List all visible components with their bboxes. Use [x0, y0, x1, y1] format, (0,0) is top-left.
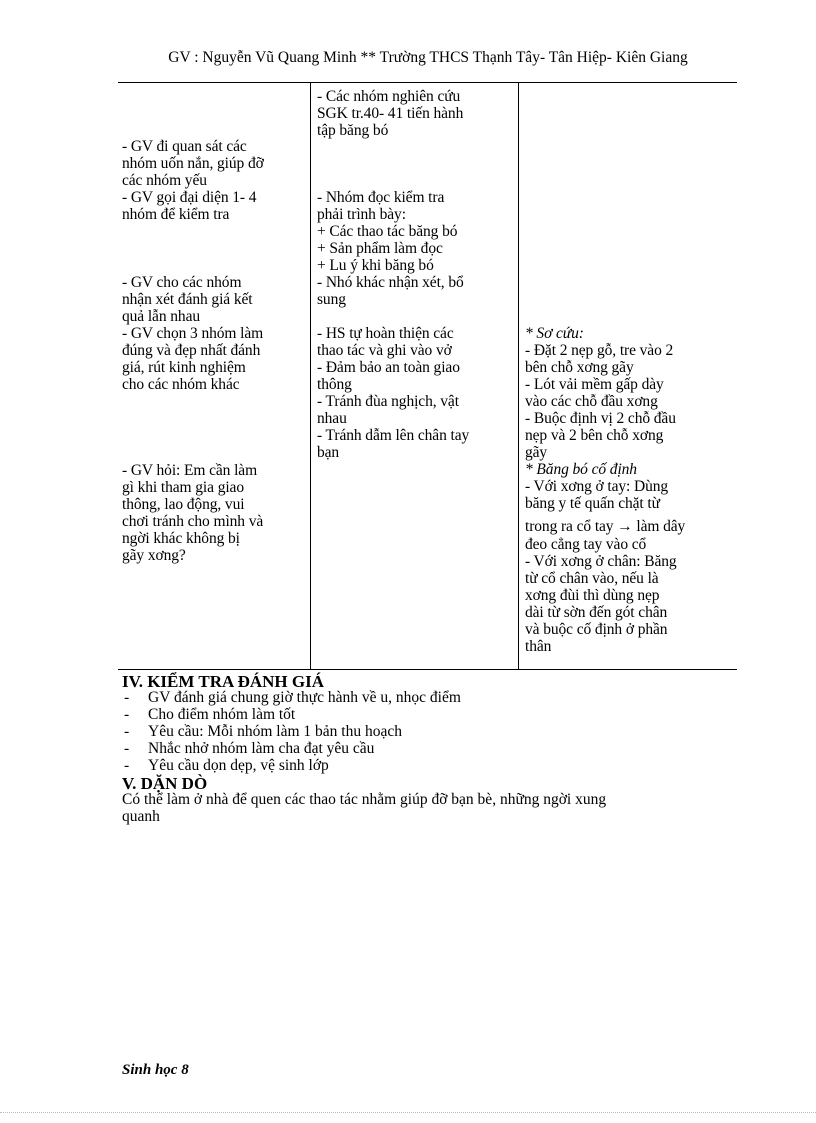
col2-line: + Các thao tác băng bó: [317, 223, 458, 240]
col2-line: sung: [317, 291, 346, 308]
col3-line: bên chỗ xơng gãy: [525, 359, 634, 376]
col2-line: phải trình bày:: [317, 206, 406, 223]
section-5-text: Có thể làm ở nhà để quen các thao tác nhằm giúp đỡ bạn bè, những ngời xung: [122, 791, 607, 808]
col2-line: - Đảm bảo an toàn giao: [317, 359, 460, 376]
col3-line: - Đặt 2 nẹp gỗ, tre vào 2: [525, 342, 674, 359]
section-4-item: Yêu cầu dọn dẹp, vệ sinh lớp: [148, 757, 329, 774]
page-bottom-border: [0, 1112, 816, 1113]
col1-line: - GV cho các nhóm: [122, 274, 242, 291]
col1-line: - GV hỏi: Em cần làm: [122, 462, 258, 479]
col2-line: thao tác và ghi vào vở: [317, 342, 452, 359]
col3-line: băng y tế quấn chặt từ: [525, 495, 660, 512]
col3-line: thân: [525, 638, 552, 655]
col2-line: - Nhóm đọc kiểm tra: [317, 189, 445, 206]
col3-line: - Lót vải mềm gấp dày: [525, 376, 664, 393]
col2-line: tập băng bó: [317, 122, 389, 139]
col2-line: thông: [317, 376, 352, 393]
col3-line: dài từ sờn đến gót chân: [525, 604, 668, 621]
col1-line: cho các nhóm khác: [122, 376, 240, 393]
col1-line: quả lẫn nhau: [122, 308, 200, 325]
section-5-text: quanh: [122, 808, 160, 825]
col3-line: - Với xơng ở chân: Băng: [525, 553, 677, 570]
col2-line: - Tránh đùa nghịch, vật: [317, 393, 459, 410]
section-4-title: IV. KIỂM TRA ĐÁNH GIÁ: [122, 672, 324, 691]
col3-line: gãy: [525, 444, 548, 461]
section-5-title: V. DẶN DÒ: [122, 774, 208, 793]
col1-line: - GV gọi đại diện 1- 4: [122, 189, 257, 206]
table-column-divider-2: [518, 83, 519, 670]
section-4-item: Yêu cầu: Mỗi nhóm làm 1 bản thu hoạch: [148, 723, 402, 740]
col3-heading: * Băng bó cố định: [525, 461, 637, 478]
col1-line: nhóm uốn nắn, giúp đỡ: [122, 155, 264, 172]
col1-line: - GV đi quan sát các: [122, 138, 247, 155]
col2-line: + Sản phẩm làm đọc: [317, 240, 443, 257]
col1-line: chơi tránh cho mình và: [122, 513, 264, 530]
col3-line: từ cổ chân vào, nếu là: [525, 570, 659, 587]
bullet-mark: -: [124, 740, 130, 757]
col3-line: - Với xơng ở tay: Dùng: [525, 478, 669, 495]
col2-line: SGK tr.40- 41 tiến hành: [317, 105, 464, 122]
section-4-item: Cho điểm nhóm làm tốt: [148, 706, 296, 723]
col3-line: và buộc cố định ở phần: [525, 621, 668, 638]
col3-line: nẹp và 2 bên chỗ xơng: [525, 427, 664, 444]
col3-line: xơng đùi thì dùng nẹp: [525, 587, 660, 604]
table-bottom-rule: [118, 669, 737, 670]
col1-line: đúng và đẹp nhất đánh: [122, 342, 261, 359]
col1-line: nhóm để kiểm tra: [122, 206, 230, 223]
table-column-divider-1: [310, 83, 311, 670]
col1-line: giá, rút kinh nghiệm: [122, 359, 246, 376]
bullet-mark: -: [124, 723, 130, 740]
col1-line: thông, lao động, vui: [122, 496, 245, 513]
col2-line: bạn: [317, 444, 340, 461]
col3-line: trong ra cổ tay → làm dây: [525, 518, 686, 535]
col1-line: gãy xơng?: [122, 547, 186, 564]
col3-heading: * Sơ cứu:: [525, 325, 584, 342]
bullet-mark: -: [124, 757, 130, 774]
section-4-item: Nhắc nhở nhóm làm cha đạt yêu cầu: [148, 740, 375, 757]
bullet-mark: -: [124, 706, 130, 723]
col2-line: - Nhó khác nhận xét, bổ: [317, 274, 464, 291]
col1-line: nhận xét đánh giá kết: [122, 291, 253, 308]
col2-line: - HS tự hoàn thiện các: [317, 325, 454, 342]
col2-line: - Tránh dẫm lên chân tay: [317, 427, 470, 444]
page-footer: Sinh học 8: [122, 1062, 189, 1078]
col1-line: gì khi tham gia giao: [122, 479, 244, 496]
col1-line: - GV chọn 3 nhóm làm: [122, 325, 264, 342]
page-header: GV : Nguyễn Vũ Quang Minh ** Trường THCS Thạnh Tây- Tân Hiệp- Kiên Giang: [168, 49, 688, 66]
col2-line: - Các nhóm nghiên cứu: [317, 88, 461, 105]
header-rule: [118, 82, 737, 83]
bullet-mark: -: [124, 689, 130, 706]
col1-line: ngời khác không bị: [122, 530, 240, 547]
col2-line: + Lu ý khi băng bó: [317, 257, 434, 274]
col3-line: - Buộc định vị 2 chỗ đầu: [525, 410, 676, 427]
col2-line: nhau: [317, 410, 347, 427]
col3-line: vào các chỗ đầu xơng: [525, 393, 658, 410]
col1-line: các nhóm yếu: [122, 172, 207, 189]
col3-line: đeo cẳng tay vào cổ: [525, 536, 647, 553]
section-4-item: GV đánh giá chung giờ thực hành về u, nhọc điểm: [148, 689, 461, 706]
